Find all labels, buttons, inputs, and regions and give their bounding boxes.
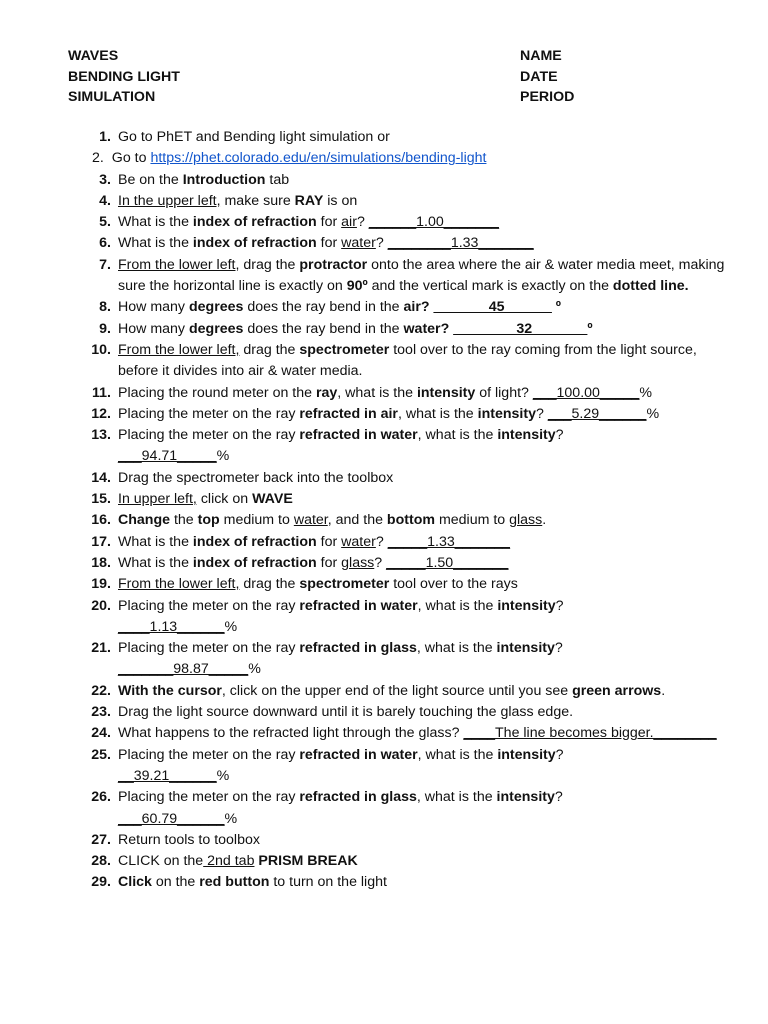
underlined-text: From the lower left, (118, 341, 240, 358)
step-text: % (224, 618, 238, 635)
step-text: ? (374, 554, 387, 571)
step-number: 25. (91, 746, 111, 763)
bold-text: water? (403, 320, 450, 337)
instruction-step (0, 532, 768, 553)
instruction-step (0, 872, 768, 893)
period-label: PERIOD (520, 89, 575, 105)
step-text: What is the (118, 214, 193, 231)
step-text: What happens to the refracted light through the glass? (118, 725, 464, 742)
step-number: 15. (91, 491, 111, 508)
instruction-step (0, 745, 768, 788)
step-text: and the vertical mark is exactly on the (367, 278, 613, 295)
step-text: for (316, 533, 342, 550)
step-text: , what is the (397, 405, 478, 422)
step-text: on the (151, 874, 200, 891)
step-text: Drag the light source downward until it is barely touching the glass edge. (118, 704, 574, 721)
step-text: ? (554, 789, 563, 806)
instruction-step (0, 723, 768, 744)
bold-text: Click (118, 874, 152, 891)
instruction-step (0, 681, 768, 702)
underlined-text: glass (341, 554, 375, 571)
underlined-text: In the upper left, (118, 192, 221, 209)
answer-blank: ____1.13______ (118, 618, 225, 635)
simulation-link[interactable]: https://phet.colorado.edu/en/simulations/bending-light (150, 150, 487, 167)
bold-text: PRISM BREAK (258, 853, 358, 870)
step-number: 20. (91, 597, 111, 614)
instruction-step (0, 489, 768, 510)
bold-text: refracted in glass (299, 789, 417, 806)
underlined-text: glass (509, 512, 543, 529)
step-text: ? (375, 235, 388, 252)
answer-blank: ___100.00_____ (532, 384, 640, 401)
answer-blank: ___5.29______ (547, 405, 647, 422)
step-number: 26. (91, 789, 111, 806)
bold-text: intensity (477, 405, 536, 422)
bold-text: Introduction (182, 171, 266, 188)
bold-text: refracted in water (299, 597, 418, 614)
step-number: 23. (91, 704, 111, 721)
instruction-step (0, 340, 768, 383)
step-text: CLICK on the (118, 853, 204, 870)
instruction-step (0, 787, 768, 830)
bold-text: refracted in glass (299, 640, 417, 657)
instruction-step (0, 127, 768, 148)
step-text: is on (323, 192, 358, 209)
bold-text: RAY (294, 192, 324, 209)
answer-blank: ___60.79______ (118, 810, 225, 827)
step-number: 2. (92, 150, 104, 167)
answer-blank: __39.21______ (118, 767, 217, 784)
bold-text: WAVE (252, 491, 293, 508)
step-text: does the ray bend in the (243, 299, 404, 316)
bold-text: index of refraction (192, 235, 317, 252)
answer-blank: ___94.71_____ (118, 448, 217, 465)
step-text: medium to (435, 512, 510, 529)
step-text: , click on the upper end of the light source until you see (221, 682, 573, 699)
step-text: ? (554, 640, 563, 657)
bold-text: With the cursor (118, 682, 222, 699)
step-text: click on (196, 491, 253, 508)
bold-text: º (551, 299, 561, 316)
bold-text: green arrows (572, 682, 662, 699)
step-text: ? (555, 746, 564, 763)
answer-blank: ________1.33_______ (387, 235, 534, 252)
bold-text: intensity (496, 640, 555, 657)
bold-text: degrees (188, 299, 244, 316)
step-text: , and the (327, 512, 387, 529)
bold-text: index of refraction (192, 214, 317, 231)
bold-text: index of refraction (192, 554, 317, 571)
bold-text: air? (403, 299, 430, 316)
bold-text: refracted in air (299, 405, 398, 422)
answer-blank: _______45______ (433, 299, 552, 316)
underlined-text: From the lower left, (118, 256, 240, 273)
bold-text: degrees (188, 320, 244, 337)
bold-text: red button (199, 874, 270, 891)
step-text: ? (375, 533, 388, 550)
step-text: Be on the (118, 171, 183, 188)
instruction-step (0, 638, 768, 681)
instruction-step (0, 468, 768, 489)
step-text: ? (555, 597, 564, 614)
bold-text: ray (315, 384, 338, 401)
step-text: of light? (475, 384, 533, 401)
underlined-text: water (293, 512, 328, 529)
bold-text: spectrometer (299, 576, 390, 593)
bold-text: dotted line. (612, 278, 689, 295)
instruction-step (0, 574, 768, 595)
step-text: How many (118, 299, 189, 316)
step-number: 27. (91, 831, 111, 848)
bold-text: Change (118, 512, 171, 529)
title-line: SIMULATION (68, 89, 156, 105)
instruction-step (0, 212, 768, 233)
step-number: 8. (99, 299, 111, 316)
instruction-step (0, 553, 768, 574)
step-text: Placing the meter on the ray (118, 597, 300, 614)
step-text: ? (555, 427, 564, 444)
step-text: Go to PhET and Bending light simulation or (118, 129, 390, 145)
answer-blank: _______98.87_____ (118, 661, 249, 678)
step-text: . (661, 682, 666, 699)
step-text: Go to (111, 150, 151, 167)
underlined-text: water (341, 235, 376, 252)
step-text: does the ray bend in the (243, 320, 404, 337)
step-text: Placing the meter on the ray (118, 746, 300, 763)
step-text: make sure (220, 192, 295, 209)
step-text: ? (356, 214, 369, 231)
instruction-step (0, 233, 768, 254)
answer-blank: _____1.50_______ (386, 554, 509, 571)
instruction-step (0, 830, 768, 851)
underlined-text: 2nd tab (203, 853, 255, 870)
step-text: for (316, 235, 342, 252)
step-text: ? (535, 405, 548, 422)
answer-blank: ________32_______ (453, 320, 588, 337)
step-text: , what is the (337, 384, 417, 401)
step-text: , what is the (417, 427, 498, 444)
step-number: 7. (99, 256, 111, 273)
step-text: tool over to the ray coming from the light source, before it divides into air & water media. (118, 341, 697, 380)
step-text: % (646, 405, 660, 422)
step-number: 4. (99, 192, 111, 209)
bold-text: intensity (497, 597, 556, 614)
bold-text: protractor (299, 256, 368, 273)
instruction-step (0, 383, 768, 404)
step-number: 16. (91, 512, 111, 529)
instruction-step (0, 170, 768, 191)
instruction-step (0, 702, 768, 723)
step-number: 12. (91, 405, 111, 422)
instruction-step (0, 297, 768, 318)
step-text: medium to (219, 512, 294, 529)
bold-text: index of refraction (192, 533, 317, 550)
step-text: Placing the round meter on the (118, 384, 316, 401)
step-text: % (639, 384, 653, 401)
step-text: for (316, 214, 342, 231)
bold-text: refracted in water (299, 746, 418, 763)
instruction-step (0, 191, 768, 212)
step-text: Placing the meter on the ray (118, 789, 300, 806)
step-number: 10. (91, 341, 111, 358)
instruction-step (0, 425, 768, 468)
step-text: the (170, 512, 198, 529)
bold-text: intensity (416, 384, 476, 401)
step-text: , what is the (417, 746, 498, 763)
instruction-step (0, 319, 768, 340)
step-text: Drag the spectrometer back into the toolbox (118, 469, 394, 486)
step-text: drag the (239, 576, 300, 593)
bold-text: top (197, 512, 220, 529)
underlined-text: water (341, 533, 376, 550)
instruction-step (0, 851, 768, 872)
step-text: % (216, 448, 230, 465)
step-text: tab (265, 171, 290, 188)
title-line: BENDING LIGHT (68, 68, 180, 85)
step-number: 6. (99, 235, 111, 252)
bold-text: spectrometer (299, 341, 390, 358)
date-label: DATE (520, 68, 558, 85)
instruction-step (0, 510, 768, 531)
step-text: for (316, 554, 342, 571)
step-text: . (542, 512, 547, 529)
step-text: , what is the (416, 640, 497, 657)
step-number: 14. (91, 469, 111, 486)
step-number: 9. (99, 320, 111, 337)
instruction-step (0, 404, 768, 425)
answer-blank: _____1.33_______ (387, 533, 511, 550)
step-text: What is the (118, 235, 193, 252)
bold-text: refracted in water (299, 427, 418, 444)
step-number: 17. (91, 533, 111, 550)
underlined-text: In upper left, (118, 491, 197, 508)
step-text: drag the (239, 341, 300, 358)
step-number: 22. (91, 682, 111, 699)
bold-text: intensity (496, 789, 555, 806)
step-text: onto the area where the air & water media meet, making sure the horizontal line is exactly on (118, 256, 725, 295)
step-text: What is the (118, 533, 193, 550)
step-text: tool over to the rays (389, 576, 518, 593)
student-info-block (520, 46, 574, 108)
bold-text: intensity (497, 427, 556, 444)
instruction-step (0, 255, 768, 298)
step-number: 3. (99, 171, 111, 188)
step-text: Placing the meter on the ray (118, 640, 300, 657)
bold-text: bottom (386, 512, 435, 529)
underlined-text: air (341, 214, 357, 231)
step-text: drag the (239, 256, 300, 273)
step-number: 11. (92, 384, 111, 401)
step-text: Placing the meter on the ray (118, 405, 300, 422)
instruction-list (0, 127, 768, 894)
step-number: 28. (91, 853, 111, 870)
bold-text: 90º (346, 278, 368, 295)
instruction-step (0, 148, 768, 169)
instruction-step (0, 596, 768, 639)
step-text: What is the (118, 554, 193, 571)
answer-blank: ____The line becomes bigger.________ (463, 725, 717, 742)
step-number: 21. (91, 640, 111, 657)
step-number: 18. (91, 554, 111, 571)
step-text: % (248, 661, 261, 678)
step-number: 1. (99, 129, 111, 145)
step-text: Return tools to toolbox (118, 831, 260, 848)
worksheet-title-block (68, 46, 180, 108)
name-label: NAME (520, 48, 562, 64)
step-text: to turn on the light (269, 874, 387, 891)
bold-text: º (587, 320, 593, 337)
step-number: 29. (91, 874, 111, 891)
step-text: % (224, 810, 238, 827)
underlined-text: From the lower left, (118, 576, 240, 593)
step-number: 13. (91, 427, 111, 444)
bold-text: intensity (497, 746, 556, 763)
step-number: 24. (91, 725, 111, 742)
step-text: , what is the (417, 597, 498, 614)
step-number: 19. (91, 576, 111, 593)
step-text: How many (118, 320, 189, 337)
step-text: Placing the meter on the ray (118, 427, 300, 444)
step-text: , what is the (416, 789, 497, 806)
answer-blank: ______1.00_______ (368, 214, 499, 231)
step-number: 5. (99, 214, 111, 231)
title-line: WAVES (68, 48, 119, 64)
step-text: % (216, 767, 230, 784)
